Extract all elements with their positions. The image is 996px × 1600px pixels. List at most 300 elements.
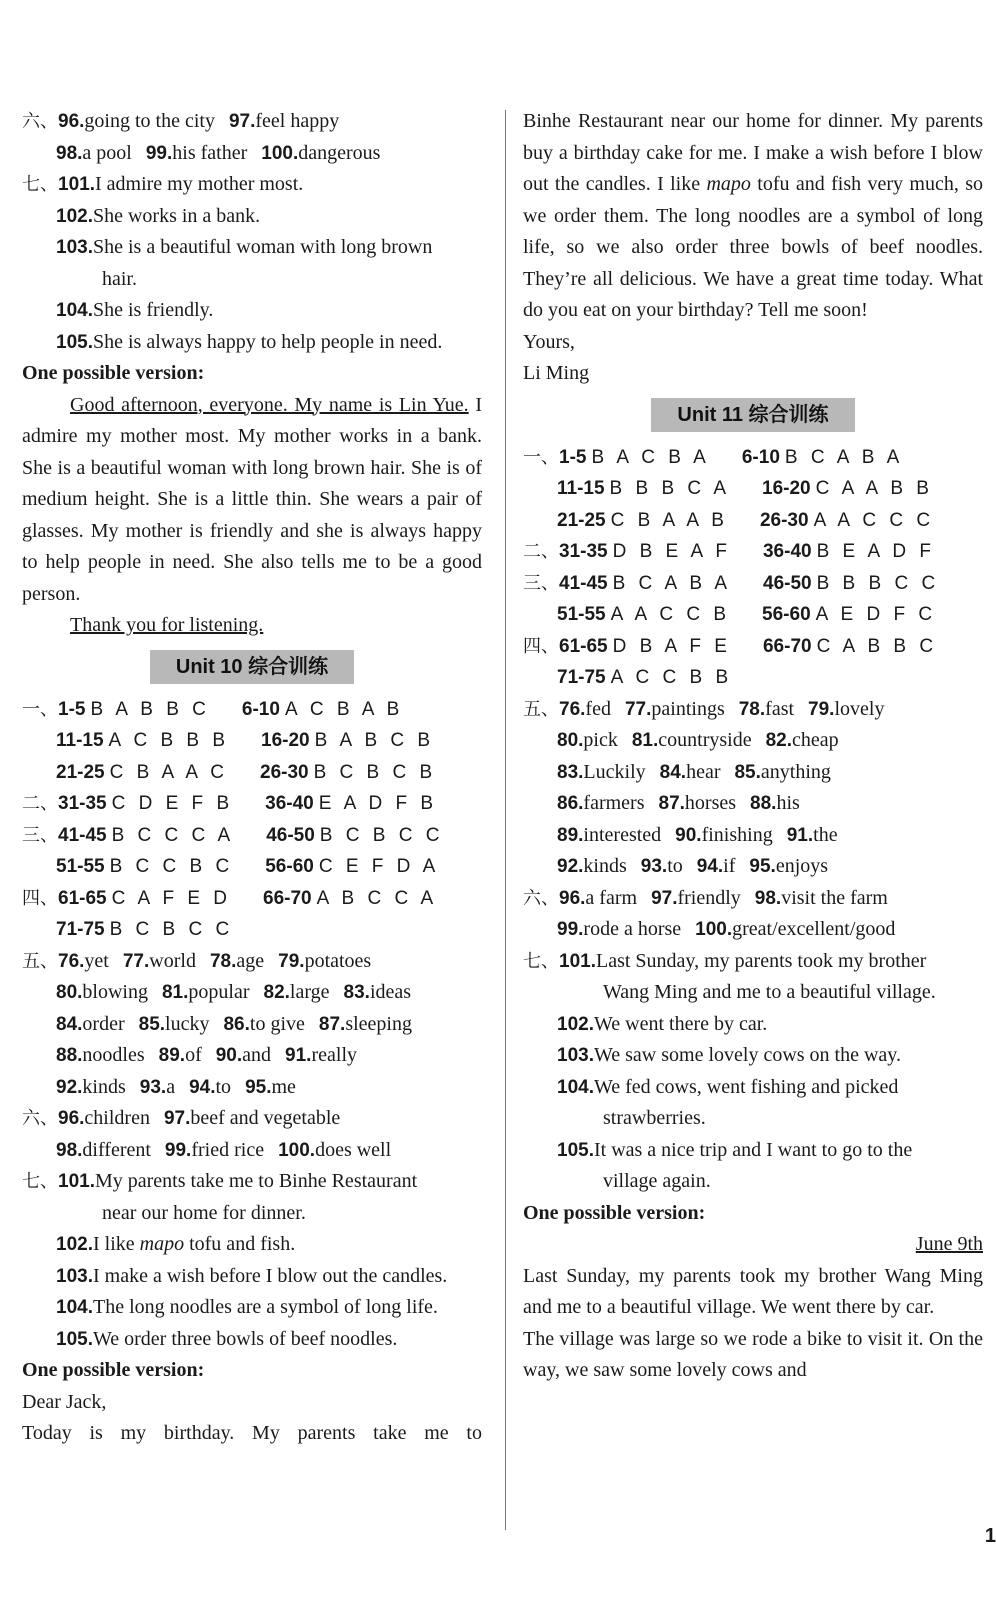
question-number: 100. bbox=[261, 142, 299, 164]
answer-text: his bbox=[776, 792, 800, 814]
question-number: 98. bbox=[56, 142, 83, 164]
question-range: 26-30 bbox=[759, 509, 809, 531]
letter-text-italic: mapo bbox=[706, 173, 751, 195]
answer-text: horses bbox=[684, 792, 737, 814]
question-range: 66-70 bbox=[762, 635, 812, 657]
answer-text: to give bbox=[249, 1012, 305, 1035]
answer-line bbox=[22, 1324, 482, 1356]
section-marker: 五、 bbox=[523, 698, 559, 720]
question-number: 101. bbox=[58, 174, 95, 195]
answer-text: tofu and fish. bbox=[184, 1233, 296, 1255]
question-number: 78. bbox=[738, 698, 766, 720]
question-number: 105. bbox=[557, 1139, 594, 1161]
answer-line bbox=[22, 1261, 482, 1293]
answer-key: B A B B C bbox=[90, 698, 210, 720]
question-number: 96. bbox=[58, 111, 85, 132]
letter-text: Today is my birthday. My parents take me to bbox=[22, 1422, 482, 1444]
answer-line bbox=[22, 946, 482, 978]
answer-line bbox=[22, 977, 482, 1009]
question-number: 105. bbox=[56, 331, 93, 353]
answer-text: near our home for dinner. bbox=[102, 1201, 306, 1224]
question-number: 87. bbox=[318, 1013, 346, 1035]
question-number: 104. bbox=[557, 1076, 594, 1098]
question-number: 102. bbox=[557, 1013, 594, 1035]
question-range: 71-75 bbox=[557, 667, 606, 688]
answer-key-line bbox=[523, 536, 983, 568]
section-marker: 六、 bbox=[22, 1108, 58, 1129]
section-marker: 七、 bbox=[523, 950, 559, 972]
question-range: 11-15 bbox=[56, 730, 104, 751]
answer-line bbox=[22, 232, 482, 264]
answer-line bbox=[22, 1166, 482, 1198]
answer-text: to bbox=[215, 1075, 232, 1098]
section-marker: 五、 bbox=[22, 950, 58, 972]
answer-text: The long noodles are a symbol of long life. bbox=[92, 1296, 438, 1318]
answer-key-line bbox=[22, 757, 482, 789]
answer-line bbox=[523, 851, 983, 883]
question-range: 6-10 bbox=[741, 446, 780, 468]
section-marker: 四、 bbox=[523, 635, 559, 657]
answer-text: going to the city bbox=[84, 110, 215, 132]
diary-paragraph: Last Sunday, my parents took my brother Wang Ming and me to a beautiful village. We went there by car. bbox=[523, 1264, 983, 1318]
question-number: 88. bbox=[750, 793, 777, 814]
answer-text: dangerous bbox=[298, 141, 381, 164]
question-number: 93. bbox=[640, 856, 668, 877]
answer-key: A C B B B bbox=[108, 730, 230, 751]
answer-text: lovely bbox=[834, 697, 885, 720]
answer-text: order bbox=[82, 1012, 125, 1035]
unit-banner bbox=[523, 390, 983, 442]
answer-line bbox=[22, 295, 482, 327]
answer-line bbox=[22, 106, 482, 138]
answer-line bbox=[22, 327, 482, 359]
question-number: 82. bbox=[263, 982, 290, 1003]
answer-key: B E A D F bbox=[816, 541, 935, 562]
question-number: 104. bbox=[56, 1297, 93, 1318]
question-number: 86. bbox=[223, 1013, 250, 1035]
answer-line bbox=[523, 1135, 983, 1167]
answer-key-line bbox=[523, 442, 983, 474]
answer-line bbox=[22, 1009, 482, 1041]
question-number: 78. bbox=[209, 950, 237, 972]
answer-text: Luckily bbox=[583, 760, 646, 783]
answer-line bbox=[523, 1072, 983, 1104]
question-number: 100. bbox=[695, 919, 733, 940]
question-number: 97. bbox=[651, 887, 678, 909]
question-number: 98. bbox=[56, 1139, 83, 1161]
answer-line bbox=[523, 1009, 983, 1041]
question-range: 16-20 bbox=[762, 478, 811, 499]
answer-key: A A C C C bbox=[813, 509, 935, 531]
left-column bbox=[22, 106, 482, 1450]
question-number: 76. bbox=[58, 950, 85, 972]
essay-closing: Thank you for listening. bbox=[70, 614, 264, 636]
question-number: 89. bbox=[158, 1045, 186, 1066]
question-number: 80. bbox=[56, 982, 83, 1003]
question-number: 99. bbox=[145, 142, 173, 164]
question-range: 61-65 bbox=[58, 887, 107, 909]
answer-text: Last Sunday, my parents took my brother bbox=[595, 949, 927, 972]
answer-key: B C B C C bbox=[319, 824, 444, 846]
section-marker: 七、 bbox=[22, 174, 58, 195]
answer-text: and bbox=[242, 1044, 272, 1066]
question-range: 66-70 bbox=[263, 887, 312, 909]
answer-key: C E F D A bbox=[318, 856, 440, 877]
answer-line bbox=[22, 1135, 482, 1167]
question-number: 90. bbox=[675, 824, 702, 846]
question-range: 11-15 bbox=[557, 478, 605, 499]
answer-key: C A A B B bbox=[815, 478, 933, 499]
answer-line bbox=[523, 977, 983, 1009]
answer-text: me bbox=[271, 1075, 296, 1098]
answer-text: I make a wish before I blow out the candles. bbox=[92, 1264, 448, 1287]
answer-text: paintings bbox=[651, 697, 725, 720]
question-number: 94. bbox=[696, 856, 724, 877]
answer-text: I like bbox=[92, 1233, 140, 1255]
unit-banner bbox=[22, 642, 482, 694]
question-number: 91. bbox=[285, 1045, 312, 1066]
question-number: 87. bbox=[658, 793, 685, 814]
answer-key: D B A F E bbox=[612, 635, 731, 657]
answer-line bbox=[22, 1072, 482, 1104]
answer-line bbox=[22, 169, 482, 201]
answer-key-line bbox=[523, 599, 983, 631]
answer-line bbox=[22, 1229, 482, 1261]
column-divider bbox=[505, 110, 506, 1530]
answer-text: hair. bbox=[102, 267, 137, 290]
answer-key-line bbox=[523, 662, 983, 694]
answer-text: I admire my mother most. bbox=[94, 173, 304, 195]
answer-text: My parents take me to Binhe Restaurant bbox=[94, 1170, 418, 1192]
answer-text: the bbox=[813, 823, 838, 846]
answer-text: of bbox=[185, 1044, 202, 1066]
answer-line bbox=[523, 914, 983, 946]
question-number: 84. bbox=[659, 761, 687, 783]
question-number: 77. bbox=[624, 698, 652, 720]
question-number: 81. bbox=[631, 730, 659, 751]
answer-line bbox=[22, 201, 482, 233]
answer-key: C B A A B bbox=[610, 509, 728, 531]
question-number: 79. bbox=[808, 698, 835, 720]
answer-text: lucky bbox=[165, 1012, 210, 1035]
question-range: 31-35 bbox=[559, 541, 608, 562]
answer-text: kinds bbox=[82, 1075, 126, 1098]
answer-key-line bbox=[523, 505, 983, 537]
page-number: 1 bbox=[984, 1525, 996, 1547]
answer-text: children bbox=[84, 1107, 150, 1129]
question-range: 6-10 bbox=[241, 698, 280, 720]
question-number: 83. bbox=[557, 761, 584, 783]
question-number: 80. bbox=[557, 730, 584, 751]
answer-line bbox=[523, 820, 983, 852]
answer-line bbox=[523, 1103, 983, 1135]
question-range: 36-40 bbox=[762, 541, 812, 562]
answer-key: A C B A B bbox=[284, 698, 404, 720]
question-range: 16-20 bbox=[261, 730, 310, 751]
answer-line bbox=[523, 694, 983, 726]
answer-line bbox=[523, 1166, 983, 1198]
answer-line bbox=[22, 1103, 482, 1135]
question-number: 90. bbox=[215, 1045, 243, 1066]
answer-line bbox=[523, 1040, 983, 1072]
question-number: 103. bbox=[557, 1045, 594, 1066]
essay-paragraph bbox=[22, 610, 482, 642]
answer-line bbox=[22, 264, 482, 296]
answer-text: yet bbox=[84, 949, 109, 972]
question-range: 21-25 bbox=[557, 509, 606, 531]
question-number: 84. bbox=[56, 1013, 83, 1035]
answer-line bbox=[523, 883, 983, 915]
answer-text: fast bbox=[765, 697, 795, 720]
version-label: One possible version: bbox=[22, 1359, 205, 1381]
answer-line bbox=[22, 1040, 482, 1072]
question-range: 41-45 bbox=[559, 572, 608, 594]
letter-text: tofu and fish very much, so we order them. The long noodles are a symbol of long life, so we also order three bowls of beef noodles. They’re all delicious. We have a great time today. What do you eat on your birthday? Tell me soon! bbox=[523, 173, 983, 321]
letter-paragraph bbox=[523, 106, 983, 327]
answer-key: A A C C B bbox=[610, 604, 731, 625]
question-number: 96. bbox=[58, 1108, 85, 1129]
answer-key-line bbox=[523, 473, 983, 505]
answer-text: hear bbox=[686, 760, 721, 783]
answer-key-line bbox=[22, 725, 482, 757]
answer-text: potatoes bbox=[304, 949, 372, 972]
answer-key: C B A A C bbox=[109, 761, 228, 783]
answer-text: farmers bbox=[583, 792, 645, 814]
answer-text: fed bbox=[585, 697, 611, 720]
question-number: 101. bbox=[58, 1171, 95, 1192]
question-number: 81. bbox=[161, 982, 189, 1003]
question-range: 41-45 bbox=[58, 824, 107, 846]
question-number: 103. bbox=[56, 237, 93, 258]
answer-key: B A C B A bbox=[591, 446, 710, 468]
section-marker: 六、 bbox=[523, 887, 559, 909]
section-marker: 二、 bbox=[22, 793, 58, 814]
section-marker: 三、 bbox=[523, 572, 559, 594]
answer-key-line bbox=[22, 883, 482, 915]
answer-text: strawberries. bbox=[603, 1107, 706, 1129]
answer-text: She is a beautiful woman with long brown bbox=[92, 236, 433, 258]
answer-text: She is always happy to help people in need. bbox=[92, 330, 443, 353]
answer-text-italic: mapo bbox=[139, 1233, 185, 1255]
question-number: 93. bbox=[139, 1076, 167, 1098]
question-number: 99. bbox=[557, 919, 584, 940]
answer-text: a pool bbox=[82, 141, 132, 164]
answer-key-line bbox=[22, 694, 482, 726]
section-marker: 一、 bbox=[22, 698, 58, 720]
question-range: 1-5 bbox=[559, 446, 587, 468]
answer-text: finishing bbox=[701, 823, 773, 846]
question-number: 79. bbox=[278, 950, 305, 972]
question-number: 89. bbox=[557, 824, 584, 846]
answer-text: We fed cows, went fishing and picked bbox=[593, 1075, 899, 1098]
section-marker: 二、 bbox=[523, 541, 559, 562]
answer-text: We order three bowls of beef noodles. bbox=[92, 1327, 398, 1350]
question-number: 91. bbox=[786, 824, 814, 846]
unit-title: Unit 11 综合训练 bbox=[651, 398, 854, 432]
answer-key-line bbox=[523, 631, 983, 663]
essay-text: I admire my mother most. My mother works in a bank. She is a beautiful woman with long brown hair. She is of medium height. She is a little thin. She wears a pair of glasses. My mother is friendly and she is always happy to help people in need. She also tells me to be a good person. bbox=[22, 393, 482, 605]
question-range: 71-75 bbox=[56, 919, 105, 940]
question-number: 77. bbox=[122, 950, 150, 972]
answer-text: his father bbox=[172, 141, 248, 164]
answer-text: countryside bbox=[658, 729, 752, 751]
question-range: 46-50 bbox=[266, 824, 315, 846]
answer-line bbox=[523, 725, 983, 757]
answer-text: blowing bbox=[82, 981, 148, 1003]
answer-text: We went there by car. bbox=[593, 1012, 768, 1035]
answer-text: a farm bbox=[585, 886, 638, 909]
letter-paragraph bbox=[22, 1418, 482, 1450]
answer-text: age bbox=[236, 949, 265, 972]
answer-line bbox=[22, 1198, 482, 1230]
section-marker: 一、 bbox=[523, 446, 559, 468]
answer-key: B C C C A bbox=[111, 824, 235, 846]
unit-title: Unit 10 综合训练 bbox=[150, 650, 354, 684]
answer-key: E A D F B bbox=[318, 793, 438, 814]
question-number: 92. bbox=[557, 856, 584, 877]
answer-line bbox=[523, 757, 983, 789]
answer-text: anything bbox=[760, 760, 831, 783]
question-range: 46-50 bbox=[763, 572, 812, 594]
question-range: 31-35 bbox=[58, 793, 107, 814]
question-range: 21-25 bbox=[56, 761, 105, 783]
answer-text: different bbox=[82, 1138, 151, 1161]
answer-text: really bbox=[311, 1044, 357, 1066]
answer-text: feel happy bbox=[255, 110, 340, 132]
version-label: One possible version: bbox=[523, 1201, 706, 1224]
answer-key: B C A B A bbox=[784, 446, 904, 468]
question-number: 88. bbox=[56, 1045, 83, 1066]
question-number: 97. bbox=[228, 111, 256, 132]
question-number: 83. bbox=[343, 982, 370, 1003]
answer-text: rode a horse bbox=[583, 918, 682, 940]
question-number: 95. bbox=[749, 856, 776, 877]
version-label: One possible version: bbox=[22, 362, 205, 384]
question-number: 97. bbox=[163, 1108, 191, 1129]
answer-key: C D E F B bbox=[111, 793, 234, 814]
answer-key: B B B C A bbox=[609, 478, 731, 499]
answer-text: great/excellent/good bbox=[732, 918, 896, 940]
question-range: 51-55 bbox=[557, 604, 606, 625]
answer-text: ideas bbox=[369, 981, 412, 1003]
answer-text: cheap bbox=[792, 729, 839, 751]
question-number: 98. bbox=[754, 887, 782, 909]
question-range: 56-60 bbox=[265, 856, 314, 877]
question-range: 61-65 bbox=[559, 635, 608, 657]
question-number: 101. bbox=[559, 950, 596, 972]
right-column bbox=[523, 106, 983, 1387]
answer-text: does well bbox=[315, 1138, 392, 1161]
diary-date bbox=[523, 1229, 983, 1261]
answer-text: to bbox=[667, 855, 683, 877]
answer-text: village again. bbox=[603, 1170, 711, 1192]
question-number: 92. bbox=[56, 1076, 83, 1098]
question-number: 103. bbox=[56, 1265, 93, 1287]
letter-signature: Li Ming bbox=[523, 362, 590, 384]
section-marker: 四、 bbox=[22, 887, 58, 909]
question-number: 104. bbox=[56, 300, 93, 321]
answer-key: A C C B B bbox=[610, 667, 733, 688]
section-marker: 七、 bbox=[22, 1171, 58, 1192]
answer-line bbox=[523, 788, 983, 820]
diary-date-text: June 9th bbox=[915, 1233, 983, 1255]
answer-key: A E D F C bbox=[815, 604, 937, 625]
question-number: 94. bbox=[189, 1076, 216, 1098]
answer-text: beef and vegetable bbox=[190, 1107, 341, 1129]
question-number: 85. bbox=[734, 761, 761, 783]
question-number: 99. bbox=[164, 1139, 192, 1161]
answer-key-line bbox=[22, 914, 482, 946]
letter-closing: Yours, bbox=[523, 330, 575, 353]
answer-key: B B B C C bbox=[816, 572, 940, 594]
answer-text: sleeping bbox=[345, 1012, 412, 1035]
letter-text: Binhe Restaurant near our home for dinner. My parents buy a birthday cake for me. I make a wish before I blow out the candles. I like bbox=[523, 110, 983, 195]
answer-text: if bbox=[723, 855, 736, 877]
answer-text: visit the farm bbox=[781, 886, 888, 909]
answer-text: She is friendly. bbox=[92, 299, 214, 321]
answer-line bbox=[523, 946, 983, 978]
question-range: 51-55 bbox=[56, 856, 105, 877]
answer-text: a bbox=[166, 1075, 176, 1098]
answer-text: She works in a bank. bbox=[92, 204, 261, 227]
question-number: 102. bbox=[56, 1234, 93, 1255]
question-range: 1-5 bbox=[58, 698, 86, 720]
answer-text: We saw some lovely cows on the way. bbox=[593, 1044, 902, 1066]
question-range: 36-40 bbox=[265, 793, 314, 814]
answer-key: A B C C A bbox=[316, 887, 438, 909]
question-number: 76. bbox=[559, 698, 586, 720]
question-range: 26-30 bbox=[260, 761, 309, 783]
diary-paragraph: The village was large so we rode a bike to visit it. On the way, we saw some lovely cows and bbox=[523, 1327, 983, 1381]
section-marker: 六、 bbox=[22, 111, 58, 132]
answer-key: B A B C B bbox=[314, 730, 435, 751]
answer-text: noodles bbox=[82, 1044, 145, 1066]
question-number: 105. bbox=[56, 1328, 93, 1350]
question-number: 85. bbox=[138, 1013, 166, 1035]
answer-key-line bbox=[523, 568, 983, 600]
answer-text: friendly bbox=[677, 886, 741, 909]
answer-key: B C C B C bbox=[109, 856, 234, 877]
answer-text: pick bbox=[583, 729, 618, 751]
question-number: 102. bbox=[56, 205, 93, 227]
letter-greeting: Dear Jack, bbox=[22, 1390, 107, 1413]
answer-key: C A F E D bbox=[111, 887, 232, 909]
answer-key: B C B C C bbox=[109, 919, 234, 940]
answer-key: B C B C B bbox=[313, 761, 437, 783]
essay-paragraph bbox=[22, 390, 482, 611]
question-number: 100. bbox=[278, 1139, 316, 1161]
answer-text: enjoys bbox=[775, 855, 829, 877]
answer-line bbox=[22, 138, 482, 170]
answer-key-line bbox=[22, 851, 482, 883]
answer-text: popular bbox=[188, 981, 250, 1003]
answer-key: D B E A F bbox=[612, 541, 731, 562]
answer-key-line bbox=[22, 788, 482, 820]
essay-underlined-text: Good afternoon, everyone. My name is Lin Yue. bbox=[70, 393, 469, 416]
question-range: 56-60 bbox=[762, 604, 811, 625]
answer-text: large bbox=[289, 981, 330, 1003]
answer-text: world bbox=[149, 949, 196, 972]
answer-text: Wang Ming and me to a beautiful village. bbox=[603, 981, 936, 1003]
question-number: 86. bbox=[557, 793, 584, 814]
answer-text: It was a nice trip and I want to go to the bbox=[593, 1138, 913, 1161]
question-number: 96. bbox=[559, 887, 586, 909]
answer-key-line bbox=[22, 820, 482, 852]
answer-line bbox=[22, 1292, 482, 1324]
answer-key: C A B B C bbox=[816, 635, 938, 657]
answer-text: kinds bbox=[583, 855, 627, 877]
answer-text: interested bbox=[583, 823, 662, 846]
